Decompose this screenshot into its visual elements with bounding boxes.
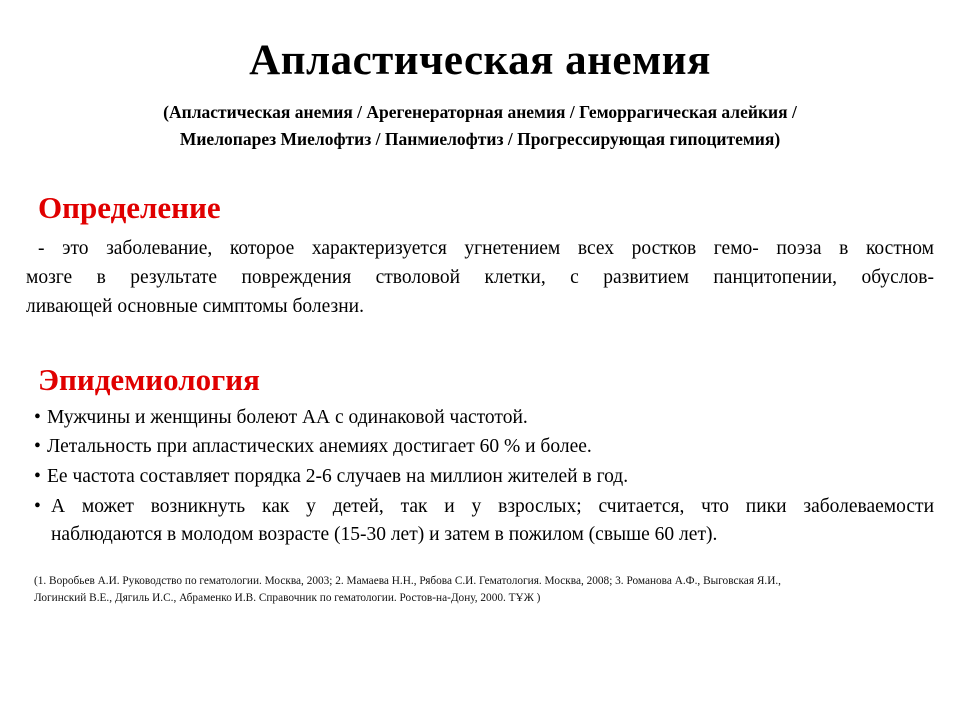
list-item-text-line-2: наблюдаются в молодом возрасте (15-30 лет) и затем в пожилом (свыше 60 лет). — [51, 524, 718, 546]
list-item-text: Летальность при апластических анемиях достигает 60 % и более. — [47, 436, 592, 458]
list-item-text: Ее частота составляет порядка 2-6 случаев на миллион жителей в год. — [47, 465, 629, 487]
bullet-icon: • — [34, 436, 41, 458]
definition-line-3: ливающей основные симптомы болезни. — [26, 295, 364, 317]
bullet-icon: • — [34, 465, 41, 487]
definition-line-1-text: - это заболевание, которое характеризуется угнетением всех ростков гемо- поэза в костном — [38, 238, 934, 260]
slide-subtitle — [0, 83, 960, 153]
list-item — [34, 463, 934, 492]
citation-line-1: (1. Воробьев А.И. Руководство по гематологии. Москва, 2003; 2. Мамаева Н.Н., Рябова С.И. Гематология. Москва, 2008; 3. Романова А.Ф., Выговская Я.И., — [34, 574, 781, 587]
subtitle-line-1: (Апластическая анемия / Арегенераторная анемия / Геморрагическая алейкия / — [163, 102, 797, 123]
citation-line-2: Логинский В.Е., Дягиль И.С., Абраменко И.В. Справочник по гематологии. Ростов-на-Дону, 2000. ТҰЖ ) — [34, 591, 541, 604]
definition-line-1 — [26, 235, 934, 264]
slide-title: Апластическая анемия — [249, 37, 711, 84]
definition-paragraph — [0, 225, 960, 321]
section-heading-definition: Определение — [38, 190, 221, 226]
epidemiology-bullet-list — [0, 398, 960, 550]
subtitle-line-2: Миелопарез Миелофтиз / Панмиелофтиз / Прогрессирующая гипоцитемия) — [179, 129, 781, 150]
citation-block — [0, 551, 960, 607]
list-item — [34, 493, 934, 550]
list-item — [34, 404, 934, 433]
bullet-icon: • — [34, 406, 41, 428]
list-item-text: Мужчины и женщины болеют АА с одинаковой частотой. — [47, 406, 528, 428]
section-heading-epidemiology: Эпидемиология — [38, 362, 260, 398]
list-item-text-line-1: А может возникнуть как у детей, так и у взрослых; считается, что пики заболеваемости — [51, 495, 934, 517]
definition-line-2: мозге в результате повреждения стволовой клетки, с развитием панцитопении, обуслов- — [26, 267, 934, 289]
bullet-icon: • — [34, 495, 41, 517]
list-item — [34, 433, 934, 462]
